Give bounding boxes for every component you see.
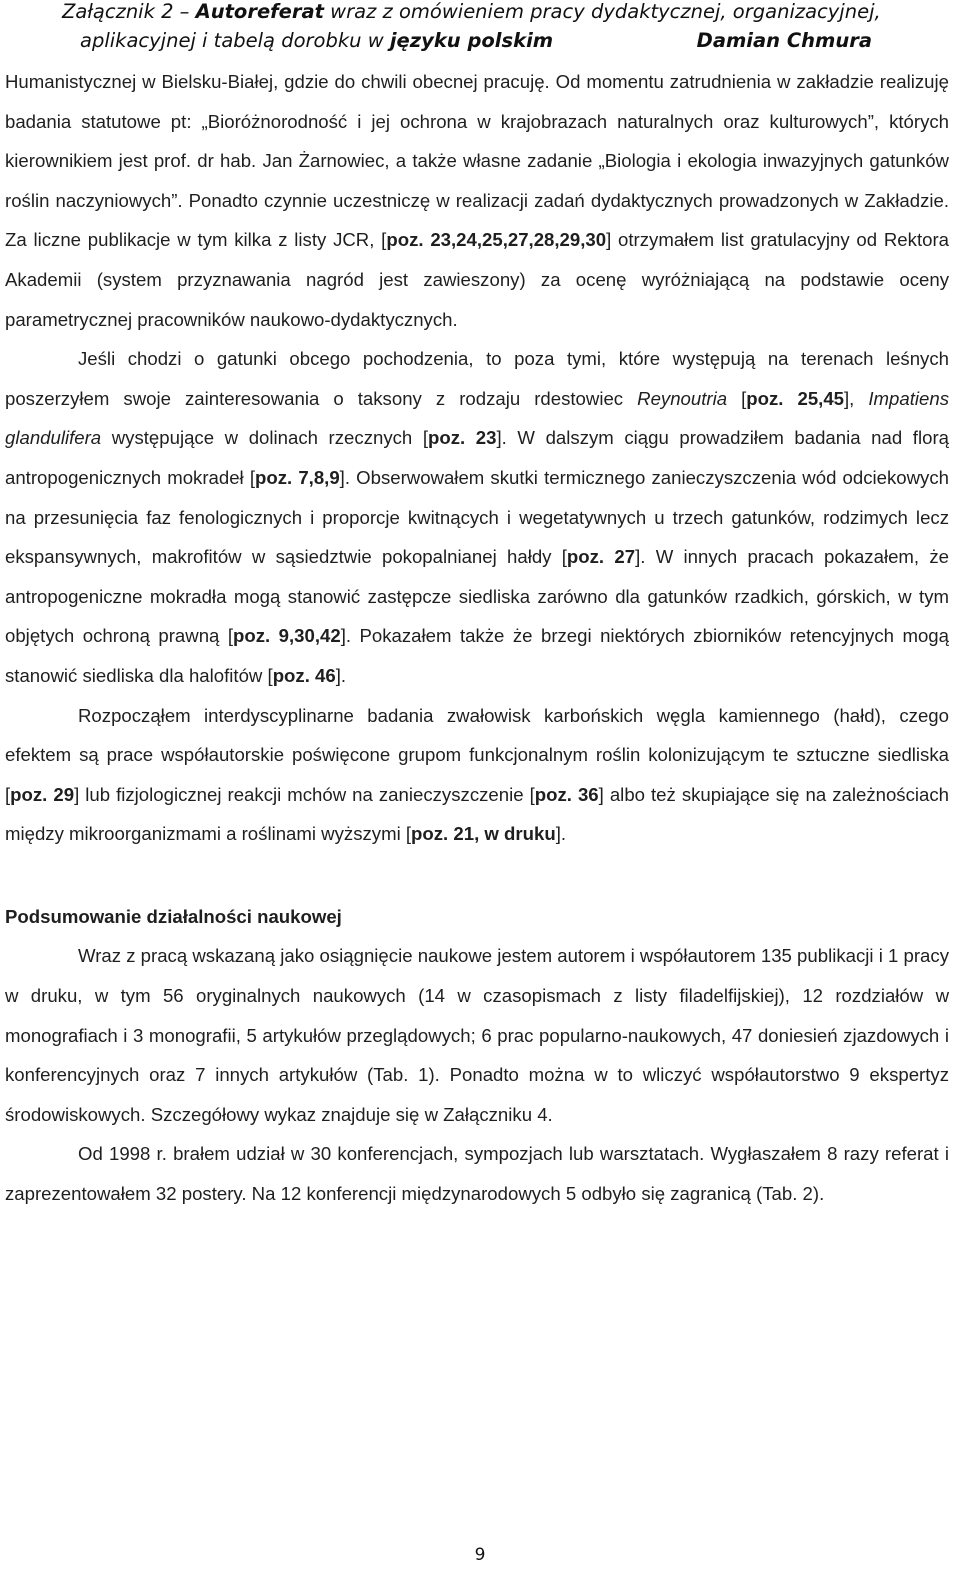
- text-run: Rozpocząłem interdyscyplinarne badania zwałowisk karbońskich węgla kamiennego (hałd), czego efektem są prace współautorskie poświęcone grupom funkcjonalnym roślin kolonizującym te sztuczne siedliska [: [5, 704, 949, 805]
- taxon-name: Impatiens glandulifera: [5, 387, 950, 449]
- text-run: ] lub fizjologicznej reakcji mchów na zanieczyszczenie [: [74, 783, 535, 805]
- publication-ref: poz. 21, w druku: [411, 823, 556, 845]
- document-body: [5, 62, 949, 1214]
- taxon-name: Reynoutria: [637, 387, 728, 409]
- paragraph-summary: Wraz z pracą wskazaną jako osiągnięcie naukowe jestem autorem i współautorem 135 publikacji i 1 pracy w druku, w tym 56 oryginalnych naukowych (14 w czasopismach z listy filadelfijskiej), 12 rozdziałów w monografiach i 3 monografii, 5 artykułów przeglądowych; 6 prac popularno-naukowych, 47 doniesień zjazdowych i konferencyjnych oraz 7 innych artykułów (Tab. 1). Ponadto można w to wliczyć współautorstwo 9 ekspertyz środowiskowych. Szczegółowy wykaz znajduje się w Załączniku 4.: [5, 945, 949, 1125]
- text-run: występujące w dolinach rzecznych [: [101, 427, 429, 449]
- header-text: wraz z omówieniem pracy dydaktycznej, organizacyjnej,: [323, 0, 881, 23]
- text-run: ]. Pokazałem także że brzegi niektórych zbiorników retencyjnych mogą stanowić siedliska dla halofitów [: [5, 625, 949, 686]
- text-run: ]. W innych pracach pokazałem, że antropogeniczne mokradła mogą stanowić zastępcze siedliska zarówno dla gatunków rzadkich, górskich, w tym objętych ochroną prawną [: [5, 546, 949, 647]
- text-run: ]. Obserwowałem skutki termicznego zanieczyszczenia wód odciekowych na przesunięcia faz fenologicznych i proporcje kwitnących i wegetatywnych u trzech gatunków, rodzimych lecz ekspansywnych, makrofitów w sąsiedztwie pokopalnianej hałdy [: [5, 466, 949, 568]
- publication-ref: poz. 7,8,9: [255, 466, 340, 488]
- section-heading: Podsumowanie działalności naukowej: [5, 905, 342, 927]
- text-run: ]. W dalszym ciągu prowadziłem badania nad florą antropogenicznych mokradeł [: [5, 427, 949, 488]
- publication-ref: poz. 9,30,42: [233, 625, 341, 647]
- page-number: 9: [474, 1545, 486, 1565]
- header-emphasis: Autoreferat: [195, 0, 324, 23]
- text-run: Jeśli chodzi o gatunki obcego pochodzenia, to poza tymi, które występują na terenach leśnych poszerzyłem swoje zainteresowania o taksony z rodzaju rdestowiec: [5, 348, 949, 409]
- text-run: ].: [555, 823, 567, 845]
- header-author: Damian Chmura: [696, 29, 872, 52]
- header-line-1: [62, 0, 881, 24]
- paragraph-coal-heaps: [5, 696, 949, 854]
- publication-ref: poz. 27: [566, 546, 636, 568]
- header-text: Załącznik 2 –: [62, 0, 196, 23]
- publication-ref: poz. 23,24,25,27,28,29,30: [386, 229, 607, 251]
- text-run: Humanistycznej w Bielsku-Białej, gdzie do chwili obecnej pracuję. Od momentu zatrudnienia w zakładzie realizuję badania statutowe pt: „Bioróżnorodność i jej ochrona w krajobrazach naturalnych oraz kulturowych”, których kierownikiem jest prof. dr hab. Jan Żarnowiec, a także własne zadanie „Biologia i ekologia inwazyjnych gatunków roślin naczyniowych”. Ponadto czynnie uczestniczę w realizacji zadań dydaktycznych prowadzonych w Zakładzie. Za liczne publikacje w tym kilka z listy JCR, [: [5, 71, 949, 251]
- header-line-2: [80, 29, 553, 53]
- paragraph-alien-species: [5, 339, 949, 695]
- publication-ref: poz. 46: [272, 664, 336, 686]
- text-run: ] albo też skupiające się na zależnościach między mikroorganizmami a roślinami wyższymi [: [5, 783, 950, 845]
- text-run: ].: [335, 664, 347, 686]
- text-run: [: [727, 387, 747, 409]
- publication-ref: poz. 25,45: [746, 387, 845, 409]
- text-run: ],: [844, 387, 869, 409]
- paragraph-conferences: Od 1998 r. brałem udział w 30 konferencjach, sympozjach lub warsztatach. Wygłaszałem 8 razy referat i zaprezentowałem 32 postery. Na 12 konferencji międzynarodowych 5 odbyło się zagranicą (Tab. 2).: [5, 1143, 949, 1205]
- publication-ref: poz. 36: [534, 783, 599, 805]
- header-text: aplikacyjnej i tabelą dorobku w: [80, 29, 390, 52]
- text-run: ] otrzymałem list gratulacyjny od Rektora Akademii (system przyznawania nagród jest zawieszony) za ocenę wyróżniającą na podstawie oceny parametrycznej pracowników naukowo-dydaktycznych.: [5, 229, 949, 330]
- paragraph-employment: [5, 62, 949, 339]
- header-emphasis: języku polskim: [389, 29, 554, 52]
- publication-ref: poz. 23: [428, 427, 497, 449]
- publication-ref: poz. 29: [10, 783, 75, 805]
